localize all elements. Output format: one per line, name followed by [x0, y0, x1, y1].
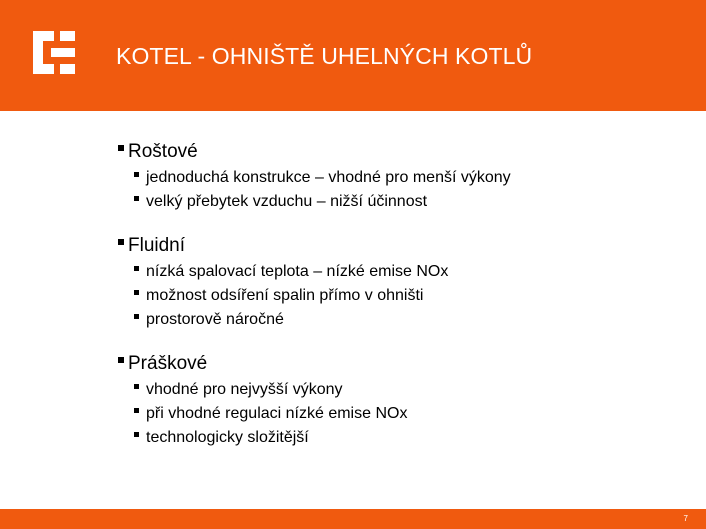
list-item-text: možnost odsíření spalin přímo v ohništi	[146, 287, 424, 304]
section-rostove	[118, 140, 678, 214]
bullet-square-icon	[134, 432, 139, 437]
section-heading	[118, 352, 678, 376]
slide-title: KOTEL - OHNIŠTĚ UHELNÝCH KOTLŮ	[116, 43, 533, 69]
bullet-square-icon	[134, 408, 139, 413]
list-item	[134, 166, 678, 190]
list-item-text: prostorově náročné	[146, 311, 284, 328]
list-item-text: při vhodné regulaci nízké emise NOx	[146, 405, 408, 422]
header-bar	[0, 0, 706, 111]
section-heading	[118, 234, 678, 258]
section-heading	[118, 140, 678, 164]
list-item-text: nízká spalovací teplota – nízké emise NOx	[146, 263, 449, 280]
sub-list	[118, 166, 678, 214]
section-heading-text: Práškové	[128, 353, 208, 374]
list-item	[134, 190, 678, 214]
sub-list	[118, 260, 678, 332]
list-item	[134, 426, 678, 450]
list-item-text: velký přebytek vzduchu – nižší účinnost	[146, 193, 428, 210]
list-item-text: jednoduchá konstrukce – vhodné pro menší výkony	[146, 169, 511, 186]
page-number: 7	[683, 514, 688, 523]
list-item-text: technologicky složitější	[146, 429, 309, 446]
bullet-square-icon	[134, 314, 139, 319]
section-praskove	[118, 352, 678, 450]
list-item	[134, 284, 678, 308]
bullet-square-icon	[118, 357, 124, 363]
section-heading-text: Roštové	[128, 141, 198, 162]
bullet-square-icon	[134, 266, 139, 271]
bullet-square-icon	[118, 145, 124, 151]
section-fluidni	[118, 234, 678, 332]
cez-logo-icon	[33, 31, 75, 74]
footer-bar	[0, 509, 706, 529]
section-heading-text: Fluidní	[128, 235, 186, 256]
list-item	[134, 402, 678, 426]
list-item	[134, 308, 678, 332]
bullet-square-icon	[134, 290, 139, 295]
slide-content	[118, 140, 678, 450]
sub-list	[118, 378, 678, 450]
list-item	[134, 378, 678, 402]
list-item-text: vhodné pro nejvyšší výkony	[146, 381, 343, 398]
bullet-square-icon	[134, 172, 139, 177]
bullet-square-icon	[118, 239, 124, 245]
bullet-square-icon	[134, 384, 139, 389]
bullet-square-icon	[134, 196, 139, 201]
list-item	[134, 260, 678, 284]
